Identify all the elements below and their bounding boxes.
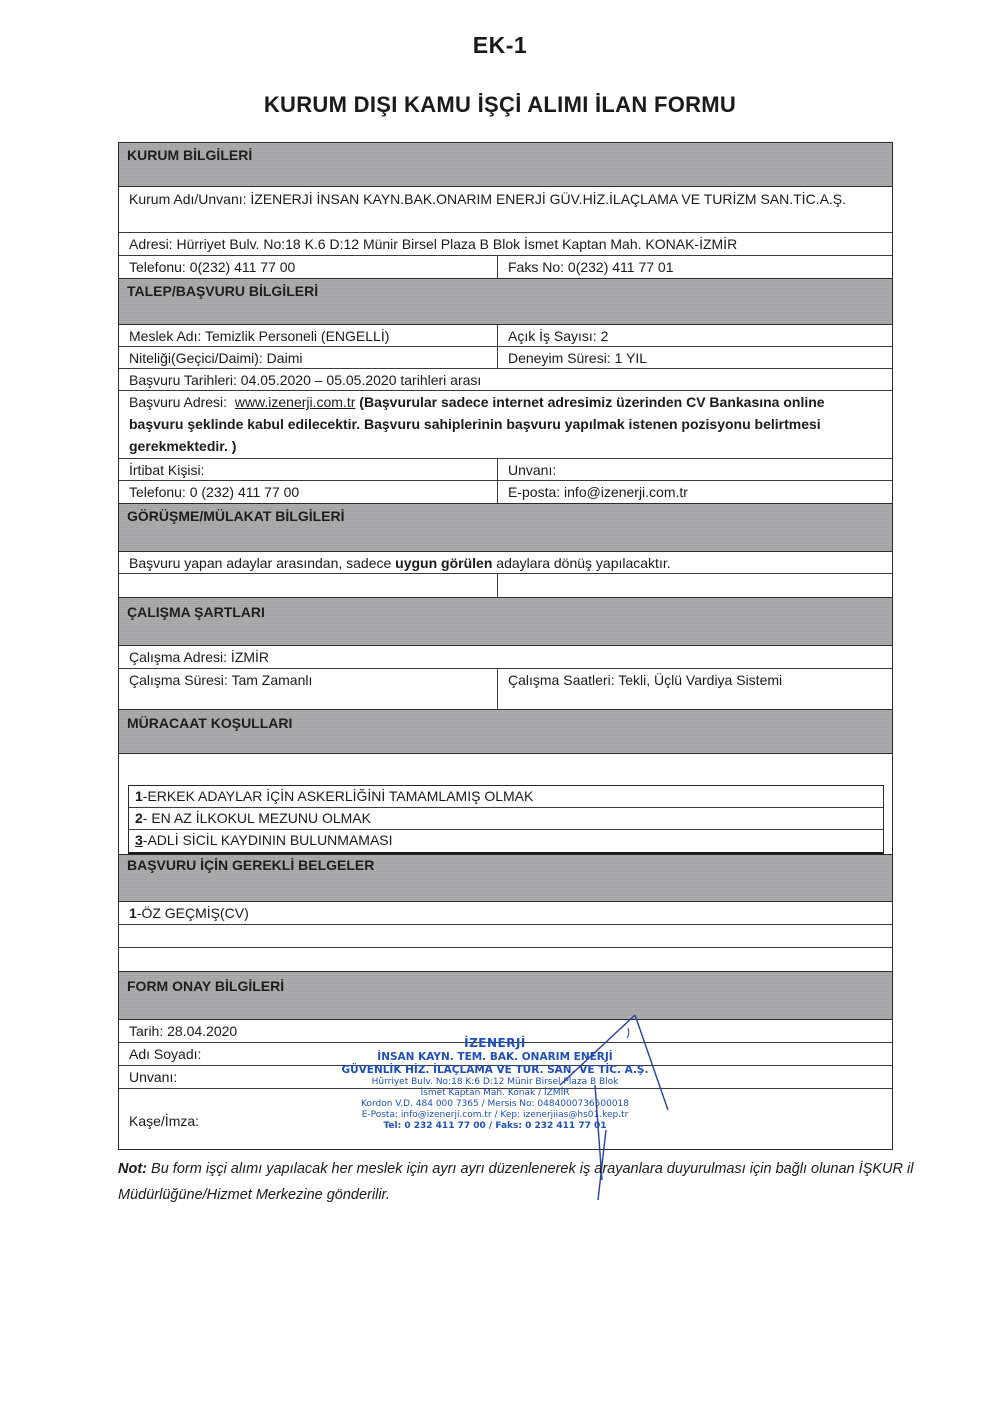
page-title: KURUM DIŞI KAMU İŞÇİ ALIMI İLAN FORMU [263, 92, 737, 117]
stamp-line: GÜVENLİK HİZ. İLAÇLAMA VE TUR. SAN. VE TİC. A.Ş. [341, 1064, 649, 1076]
section-header-calisma [119, 597, 892, 646]
row-gorusme-empty [119, 574, 892, 597]
footer-note [118, 1156, 918, 1208]
section-title: KURUM BİLGİLERİ [127, 147, 253, 163]
kase-imza-label: Kaşe/İmza: [129, 1113, 200, 1129]
stamp-line: Tel: 0 232 411 77 00 / Faks: 0 232 411 77 01 [383, 1121, 607, 1131]
row-belge-empty [119, 925, 892, 948]
empty-cell [119, 948, 892, 971]
section-title: BAŞVURU İÇİN GEREKLİ BELGELER [127, 857, 375, 873]
section-header-form-onay [119, 971, 892, 1020]
stamp-line: E-Posta: info@izenerji.com.tr / Kep: izenerjiias@hs01.kep.tr [361, 1110, 629, 1120]
muracaat-kosullari-area [119, 754, 892, 854]
section-header-talep [119, 278, 892, 325]
stamp-line: Hürriyet Bulv. No:18 K:6 D:12 Münir Birsel Plaza B Blok [371, 1077, 619, 1087]
tarih-value: Tarih: 28.04.2020 [129, 1023, 238, 1039]
section-title: TALEP/BAŞVURU BİLGİLERİ [127, 283, 319, 299]
row-irtibat [119, 459, 892, 481]
stamp-line: İsmet Kaptan Mah. Konak / İZMİR [420, 1088, 570, 1098]
section-header-belgeler [119, 854, 892, 902]
website-link[interactable]: www.izenerji.com.tr [234, 394, 356, 410]
basvuru-adresi-note: (Başvurular sadece internet adresimiz üzerinden CV Bankasına online başvuru şeklinde kabul edilecektir. Başvuru sahiplerinin başvuru yapılmak istenen pozisyonu belirtmesi gerekmektedir. ) [129, 394, 825, 454]
adi-soyadi-label: Adı Soyadı: [129, 1046, 202, 1062]
nitelik-value: Niteliği(Geçici/Daimi): Daimi [119, 347, 498, 368]
item-number: 1 [135, 788, 143, 804]
section-header-gorusme [119, 503, 892, 552]
section-title: FORM ONAY BİLGİLERİ [127, 978, 285, 994]
item-number: 2 [135, 810, 143, 826]
item-number: 3 [135, 832, 143, 848]
calisma-adresi-value: Çalışma Adresi: İZMİR [129, 649, 270, 665]
calisma-suresi-value: Çalışma Süresi: Tam Zamanlı [119, 669, 498, 709]
item-number: 1 [129, 905, 137, 921]
deneyim-value: Deneyim Süresi: 1 YIL [508, 350, 648, 366]
row-telefon-faks [119, 256, 892, 278]
section-title: ÇALIŞMA ŞARTLARI [127, 604, 265, 620]
telefon-value: Telefonu: 0(232) 411 77 00 [119, 256, 498, 278]
item-text: -ÖZ GEÇMİŞ(CV) [136, 905, 249, 921]
stamp-line: Kordon V.D. 484 000 7365 / Mersis No: 0484000736500018 [360, 1099, 630, 1109]
iletisim-telefon-value: Telefonu: 0 (232) 411 77 00 [119, 481, 498, 503]
list-item [129, 830, 883, 852]
row-meslek [119, 325, 892, 347]
requirements-list [128, 785, 884, 854]
empty-cell [119, 925, 892, 947]
list-item [129, 786, 883, 808]
basvuru-adresi-cell [119, 391, 892, 458]
section-title: GÖRÜŞME/MÜLAKAT BİLGİLERİ [127, 508, 345, 524]
item-text: -ERKEK ADAYLAR İÇİN ASKERLİĞİNİ TAMAMLAMIŞ OLMAK [142, 788, 534, 804]
note-label: Not: [118, 1161, 147, 1177]
basvuru-adresi-label: Başvuru Adresi: [129, 394, 235, 410]
row-basvuru-adresi [119, 391, 892, 459]
kurum-adi-value: Kurum Adı/Unvanı: İZENERJİ İNSAN KAYN.BAK.ONARIM ENERJİ GÜV.HİZ.İLAÇLAMA VE TURİZM SAN.TİC.A.Ş. [129, 191, 847, 207]
row-adres [119, 233, 892, 256]
section-header-kurum [119, 142, 892, 187]
row-calisma-sure-saat [119, 669, 892, 709]
row-basvuru-tarihleri [119, 369, 892, 391]
basvuru-tarihleri-value: Başvuru Tarihleri: 04.05.2020 – 05.05.2020 tarihleri arası [129, 372, 482, 388]
row-belge-1 [119, 902, 892, 925]
row-gorusme-text [119, 552, 892, 574]
stamp-line: İZENERJİ [464, 1036, 526, 1050]
belge-item [119, 902, 892, 924]
note-text: Bu form işçi alımı yapılacak her meslek için ayrı ayrı düzenlenerek iş arayanlara duyurulması için bağlı olunan İŞKUR il Müdürlüğüne/Hizmet Merkezine gönderilir. [118, 1161, 918, 1203]
gorusme-text-bold: uygun görülen [395, 555, 493, 571]
empty-cell [119, 574, 498, 597]
row-iletisim [119, 481, 892, 503]
row-belge-empty [119, 948, 892, 971]
adres-value: Adresi: Hürriyet Bulv. No:18 K.6 D:12 Münir Birsel Plaza B Blok İsmet Kaptan Mah. KONAK-İZMİR [129, 236, 738, 252]
section-title: MÜRACAAT KOŞULLARI [127, 715, 293, 731]
item-text: - EN AZ İLKOKUL MEZUNU OLMAK [142, 810, 371, 826]
empty-cell [498, 574, 518, 597]
unvan-label: Unvanı: [508, 462, 557, 478]
eposta-value: E-posta: info@izenerji.com.tr [508, 484, 688, 500]
gorusme-text-part: adaylara dönüş yapılacaktır. [492, 555, 671, 571]
faks-value: Faks No: 0(232) 411 77 01 [508, 259, 674, 275]
irtibat-kisisi-label: İrtibat Kişisi: [119, 459, 498, 480]
stamp-line: İNSAN KAYN. TEM. BAK. ONARIM ENERJİ [377, 1051, 613, 1063]
section-header-muracaat [119, 709, 892, 754]
calisma-saatleri-value: Çalışma Saatleri: Tekli, Üçlü Vardiya Sistemi [508, 672, 783, 688]
gorusme-text-part: Başvuru yapan adaylar arasından, sadece [129, 555, 396, 571]
meslek-adi-value: Meslek Adı: Temizlik Personeli (ENGELLİ) [119, 325, 498, 346]
unvan-label: Unvanı: [129, 1069, 178, 1085]
item-text: -ADLİ SİCİL KAYDININ BULUNMAMASI [142, 832, 393, 848]
row-kurum-adi [119, 187, 892, 233]
annex-label: EK-1 [472, 32, 528, 58]
announcement-form [118, 142, 893, 1150]
gorusme-text [119, 552, 892, 573]
list-item [129, 808, 883, 830]
acik-is-sayisi-value: Açık İş Sayısı: 2 [508, 328, 609, 344]
row-nitelik [119, 347, 892, 369]
row-calisma-adresi [119, 646, 892, 669]
